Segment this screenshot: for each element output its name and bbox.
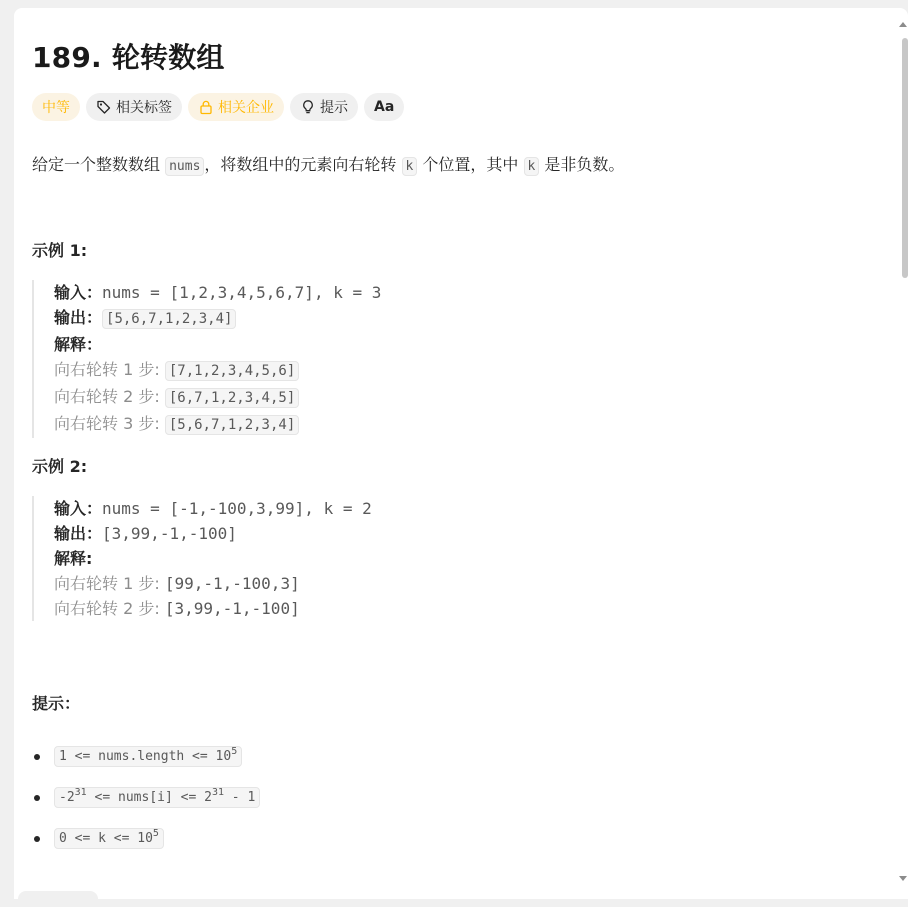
hint-button[interactable] — [290, 93, 358, 121]
example-1-heading: 示例 1: — [32, 241, 88, 260]
vertical-scrollbar[interactable] — [900, 8, 908, 899]
example-step: 向右轮转 2 步: [6,7,1,2,3,4,5] — [54, 384, 381, 411]
bottom-pill-button[interactable] — [18, 891, 98, 907]
problem-description: 给定一个整数数组 nums ，将数组中的元素向右轮转 k 个位置，其中 k 是非负数。 — [32, 155, 625, 174]
related-tags-label: 相关标签 — [116, 100, 172, 116]
scroll-thumb[interactable] — [902, 38, 908, 278]
problem-title: 189. 轮转数组 — [32, 41, 225, 74]
example-step: 向右轮转 1 步: [7,1,2,3,4,5,6] — [54, 357, 381, 384]
list-item: 1 <= nums.length <= $10^5$ — [32, 736, 260, 777]
lock-icon — [198, 99, 214, 115]
example-2-block — [32, 496, 372, 621]
problem-panel — [14, 8, 908, 899]
example-explanation-label: 解释： — [54, 335, 103, 354]
example-step: 向右轮转 1 步: [99,-1,-100,3] — [54, 574, 300, 593]
tag-bar — [32, 93, 404, 121]
example-step: 向右轮转 2 步: [3,99,-1,-100] — [54, 599, 300, 618]
related-tags-button[interactable] — [86, 93, 182, 121]
example-2-heading: 示例 2: — [32, 457, 88, 476]
example-input: 输入：nums = [1,2,3,4,5,6,7], k = 3 — [54, 283, 382, 302]
example-output: 输出： [5,6,7,1,2,3,4] — [54, 305, 381, 332]
example-step: 向右轮转 3 步: [5,6,7,1,2,3,4] — [54, 411, 381, 438]
related-companies-label: 相关企业 — [218, 100, 274, 116]
related-companies-button[interactable] — [188, 93, 284, 121]
inline-code: nums — [165, 157, 204, 176]
example-1-block — [32, 280, 381, 438]
constraints-heading: 提示： — [32, 694, 81, 713]
scroll-up-arrow-icon[interactable] — [899, 22, 907, 27]
example-input: 输入：nums = [-1,-100,3,99], k = 2 — [54, 499, 372, 518]
list-item: $-2^{31}$ <= nums[i] <= $2^{31} - 1$ — [32, 777, 260, 818]
list-item: $0 <= k <= 10^5$ — [32, 818, 260, 859]
scroll-down-arrow-icon[interactable] — [899, 876, 907, 881]
tag-icon — [96, 99, 112, 115]
difficulty-label: 中等 — [42, 100, 70, 116]
inline-code: k — [524, 157, 540, 176]
translate-icon: Aa — [374, 99, 395, 115]
hint-label: 提示 — [320, 100, 348, 116]
constraints-list — [32, 736, 260, 859]
example-explanation-label: 解释: — [54, 549, 93, 568]
translate-button[interactable] — [364, 93, 404, 121]
difficulty-badge[interactable] — [32, 93, 80, 121]
example-output: 输出：[3,99,-1,-100] — [54, 524, 237, 543]
inline-code: k — [402, 157, 418, 176]
lightbulb-icon — [300, 99, 316, 115]
